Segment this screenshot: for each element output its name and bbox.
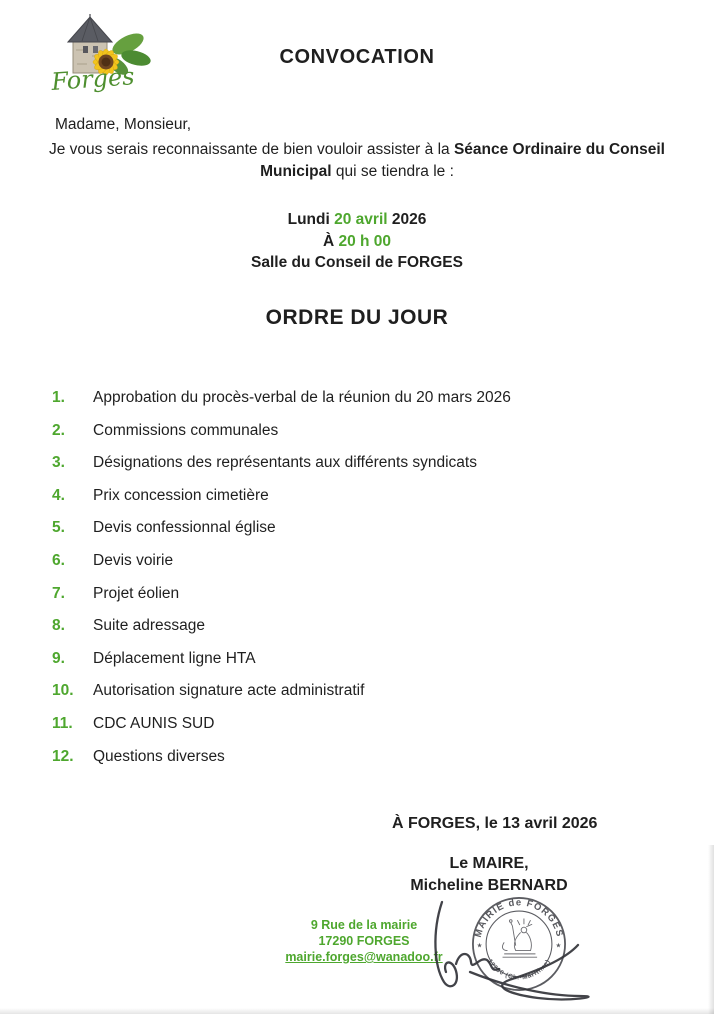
agenda-label: Commissions communales xyxy=(93,421,279,439)
agenda-label: Devis confessionnal église xyxy=(93,519,276,537)
agenda-label: Autorisation signature acte administratif xyxy=(93,682,365,700)
logo-wordmark: Forges xyxy=(50,62,136,96)
agenda-label: Projet éolien xyxy=(93,584,180,602)
intro-paragraph xyxy=(30,139,684,183)
agenda-number: 2. xyxy=(52,421,65,439)
agenda-row xyxy=(52,680,680,701)
address-line2: 17290 FORGES xyxy=(318,934,410,948)
agenda-number: 4. xyxy=(52,486,65,504)
signature-block xyxy=(379,853,599,897)
agenda-label: CDC AUNIS SUD xyxy=(93,714,215,732)
agenda-label: Prix concession cimetière xyxy=(93,486,269,504)
agenda-row xyxy=(52,615,680,636)
agenda-label: Désignations des représentants aux différents syndicats xyxy=(93,454,477,472)
intro-text: Je vous serais reconnaissante de bien vouloir assister à la xyxy=(49,141,454,158)
signer-name: Micheline BERNARD xyxy=(410,877,568,894)
agenda-label: Suite adressage xyxy=(93,617,206,635)
meeting-place: Salle du Conseil de FORGES xyxy=(251,254,463,271)
agenda-number: 3. xyxy=(52,454,65,472)
meeting-day: Lundi xyxy=(287,211,335,228)
salutation: Madame, Monsieur, xyxy=(55,116,192,133)
agenda-list xyxy=(52,387,680,778)
agenda-number: 9. xyxy=(52,649,65,667)
agenda-label: Questions diverses xyxy=(93,747,225,765)
agenda-number: 11. xyxy=(52,714,73,732)
stamp-star-right: ★ xyxy=(555,942,562,950)
intro-bold-municipal: Municipal xyxy=(260,163,332,180)
scan-edge-bottom xyxy=(0,1008,714,1014)
agenda-row xyxy=(52,713,680,734)
address-line1: 9 Rue de la mairie xyxy=(310,918,418,932)
agenda-label: Devis voirie xyxy=(93,551,174,569)
agenda-number: 10. xyxy=(52,682,74,700)
intro-bold-seance: Séance Ordinaire du Conseil xyxy=(453,141,665,158)
agenda-number: 5. xyxy=(52,519,65,537)
agenda-row xyxy=(52,485,680,506)
signer-title: Le MAIRE, xyxy=(449,855,529,872)
agenda-label: Déplacement ligne HTA xyxy=(93,649,256,667)
agenda-number: 7. xyxy=(52,584,65,602)
agenda-number: 8. xyxy=(52,617,65,635)
stamp-arc-top: MAIRIE de FORGES xyxy=(472,897,566,939)
stamp-star-left: ★ xyxy=(476,942,483,950)
dateline: À FORGES, le 13 avril 2026 xyxy=(392,815,598,832)
agenda-row xyxy=(52,550,680,571)
stamp-arc-bottom: 17290 (Ch.-Maritime) xyxy=(486,958,552,982)
meeting-date: 20 avril xyxy=(334,211,388,228)
agenda-number: 6. xyxy=(52,551,65,569)
agenda-row xyxy=(52,746,680,767)
meeting-time-line xyxy=(0,231,714,253)
meeting-at: À xyxy=(322,232,339,250)
agenda-row xyxy=(52,648,680,669)
page-title: CONVOCATION xyxy=(279,46,435,68)
agenda-row xyxy=(52,420,680,441)
meeting-time: 20 h 00 xyxy=(338,232,392,250)
email-link[interactable]: mairie.forges@wanadoo.fr xyxy=(285,950,443,964)
agenda-label: Approbation du procès-verbal de la réunion du 20 mars 2026 xyxy=(93,389,511,406)
agenda-heading: ORDRE DU JOUR xyxy=(265,306,449,329)
scan-edge-right xyxy=(708,845,714,1014)
agenda-row xyxy=(52,387,680,408)
meeting-date-line xyxy=(0,209,714,231)
agenda-row xyxy=(52,517,680,538)
intro-text-end: qui se tiendra le : xyxy=(331,163,454,180)
agenda-number: 12. xyxy=(52,747,74,765)
meeting-year: 2026 xyxy=(387,211,427,228)
meeting-block xyxy=(0,209,714,274)
agenda-row xyxy=(52,452,680,473)
handwritten-signature xyxy=(420,892,650,1010)
agenda-number: 1. xyxy=(52,389,65,406)
agenda-row xyxy=(52,583,680,604)
